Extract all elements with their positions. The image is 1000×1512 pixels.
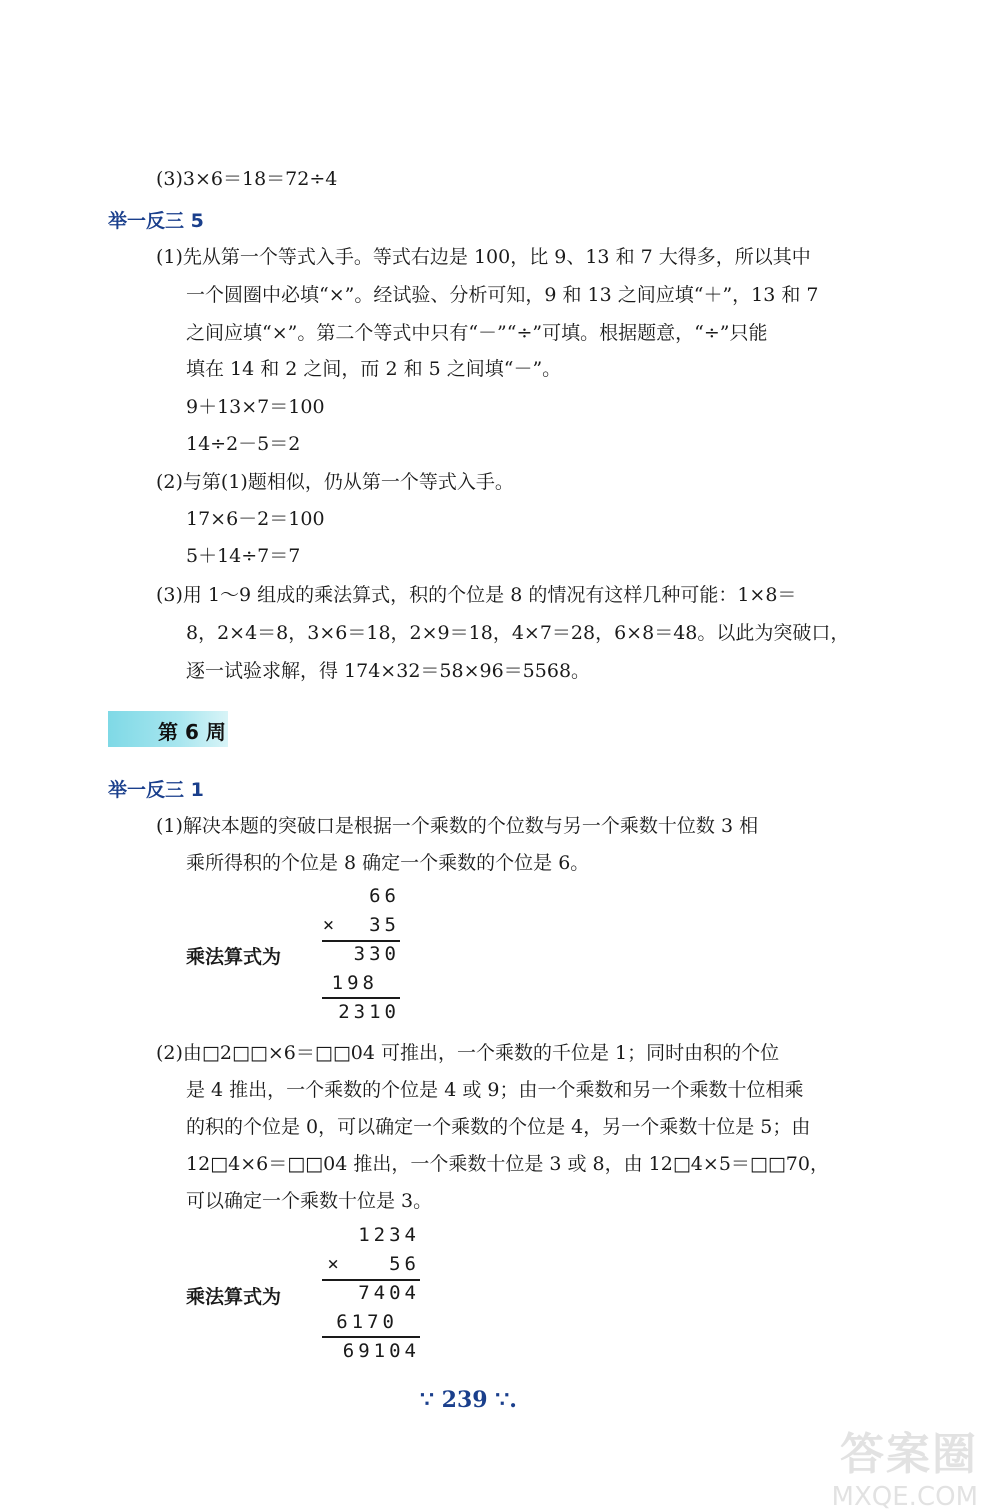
paragraph-line: (2)与第(1)题相似，仍从第一个等式入手。 (156, 471, 514, 493)
mult-row: 7404 (358, 1282, 420, 1304)
dots-right-icon: ∵. (487, 1387, 517, 1413)
paragraph-line: 之间应填“×”。第二个等式中只有“－”“÷”可填。根据题意，“÷”只能 (186, 322, 768, 344)
mult-row: 6170 (336, 1311, 398, 1333)
paragraph-line: 可以确定一个乘数十位是 3。 (186, 1190, 433, 1212)
dots-left-icon: ∵ (420, 1387, 442, 1413)
vertical-multiplication-2 (300, 1224, 420, 1369)
paragraph-line: 12□4×6＝□□04 推出，一个乘数十位是 3 或 8，由 12□4×5＝□□70， (186, 1153, 829, 1175)
paragraph-line: 是 4 推出，一个乘数的个位是 4 或 9；由一个乘数和另一个乘数十位相乘 (186, 1079, 804, 1101)
mult-row: 1234 (358, 1224, 420, 1246)
paragraph-line: 8，2×4＝8，3×6＝18，2×9＝18，4×7＝28，6×8＝48。以此为突破口， (186, 622, 850, 644)
equation-line: 5＋14÷7＝7 (186, 545, 301, 567)
mult-rule (322, 1336, 420, 1338)
watermark-sub: MXQE.COM (831, 1482, 978, 1512)
section-heading-5: 举一反三 5 (108, 210, 204, 232)
multiplication-label: 乘法算式为 (186, 946, 282, 968)
mult-rule (322, 1279, 420, 1281)
page-number-value: 239 (441, 1387, 488, 1413)
watermark-logo (832, 1418, 978, 1512)
paragraph-line: (1)解决本题的突破口是根据一个乘数的个位数与另一个乘数十位数 3 相 (156, 815, 759, 837)
mult-rule (322, 997, 400, 999)
multiplication-label: 乘法算式为 (186, 1286, 282, 1308)
paragraph-line: 逐一试验求解，得 174×32＝58×96＝5568。 (186, 660, 591, 682)
paragraph-line: (1)先从第一个等式入手。等式右边是 100，比 9、13 和 7 大得多，所以其中 (156, 246, 811, 268)
vertical-multiplication-1 (300, 885, 400, 1030)
mult-row: × 56 (327, 1253, 420, 1275)
previous-answer-line: (3)3×6＝18＝72÷4 (156, 168, 338, 190)
paragraph-line: 乘所得积的个位是 8 确定一个乘数的个位是 6。 (186, 852, 590, 874)
paragraph-line: 的积的个位是 0，可以确定一个乘数的个位是 4，另一个乘数十位是 5；由 (186, 1116, 811, 1138)
equation-line: 17×6－2＝100 (186, 508, 325, 530)
mult-row: 2310 (338, 1001, 400, 1023)
equation-line: 9＋13×7＝100 (186, 396, 325, 418)
section-heading-1: 举一反三 1 (108, 779, 204, 801)
mult-row: 66 (369, 885, 400, 907)
paragraph-line: (3)用 1～9 组成的乘法算式，积的个位是 8 的情况有这样几种可能：1×8＝ (156, 584, 797, 606)
mult-rule (322, 940, 400, 942)
paragraph-line: 一个圆圈中必填“×”。经试验、分析可知，9 和 13 之间应填“＋”，13 和 7 (186, 284, 819, 306)
equation-line: 14÷2－5＝2 (186, 433, 301, 455)
paragraph-line: 填在 14 和 2 之间，而 2 和 5 之间填“－”。 (186, 358, 562, 380)
page-number (420, 1387, 517, 1413)
week-title: 第 6 周 (158, 720, 226, 744)
watermark-main: 答案圈 (840, 1429, 978, 1480)
mult-row: 330 (353, 943, 400, 965)
mult-row: 69104 (342, 1340, 420, 1362)
paragraph-line: (2)由□2□□×6＝□□04 可推出，一个乘数的千位是 1；同时由积的个位 (156, 1042, 780, 1064)
mult-row: × 35 (322, 914, 400, 936)
mult-row: 198 (331, 972, 378, 994)
